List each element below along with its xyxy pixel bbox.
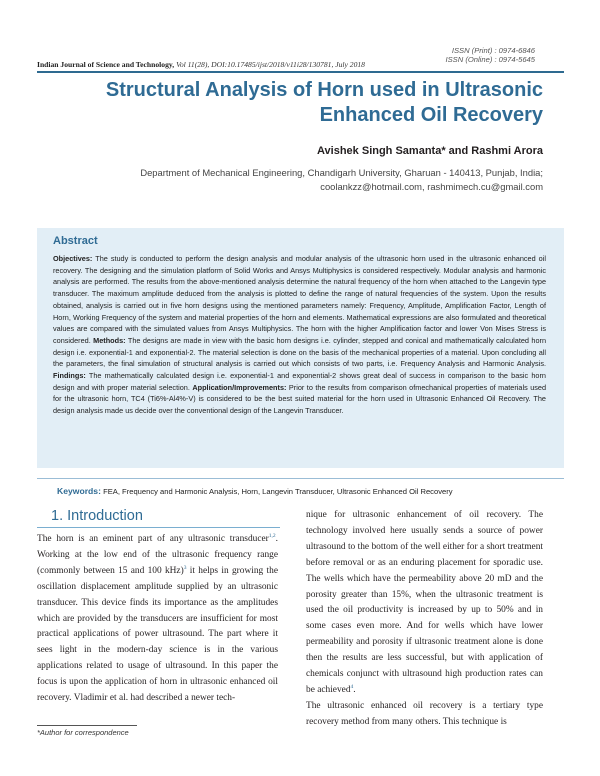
intro-text-e: . <box>353 684 356 695</box>
keywords <box>57 486 453 496</box>
abstract-heading: Abstract <box>53 235 98 247</box>
application-label: Application/Improvements: <box>192 382 287 392</box>
affiliation-emails: coolankzz@hotmail.com, rashmimech.cu@gmail.com <box>320 181 543 192</box>
objectives-label: Objectives: <box>53 254 93 263</box>
journal-citation <box>37 60 365 69</box>
methods-text: The designs are made in view with the basic horn designs i.e. cylinder, stepped and conical and mathematically calculated horn design i.e. exponential-1 and exponential-2. The material selection is done on the basis of the mechanical properties of a material. Upon concluding all the parameters, the final simulation of structural analysis is carried out which consists of two parts, i.e. Frequency Analysis and Harmonic Analysis. <box>53 335 546 369</box>
keywords-divider <box>37 478 564 479</box>
intro-text-b: . Working at the low end of the ultrasonic frequency range (commonly between 15 and 100 kHz) <box>37 534 278 576</box>
journal-name: Indian Journal of Science and Technology, <box>37 60 175 69</box>
application-text: Prior to the results from comparison ofmechanical properties of materials used for the ultrasonic horn, TC4 (Ti6%-Al4%-V) is considered to be the best suited material for the horn used in Ultrasonic Enhanced Oil Recovery. The design analysis made us decide over the conventional design of the Langevin Transducer. <box>53 382 547 416</box>
intro-paragraph <box>37 532 278 707</box>
paper-title: Structural Analysis of Horn used in Ultrasonic Enhanced Oil Recovery <box>105 79 543 126</box>
section-heading-introduction: 1. Introduction <box>51 508 143 524</box>
journal-details: Vol 11(28), DOI:10.17485/ijst/2018/v11i28/130781, July 2018 <box>176 60 365 69</box>
intro-right-column <box>306 508 543 731</box>
objectives-text: The study is conducted to perform the design analysis and modular analysis of the ultrasonic horn used in the ultrasonic enhanced oil recovery. The designing and the simulation platform of Solid Works and Ansys Multiphysics is considered respectively. Modular analysis and harmonic analysis are performed. The results from the above-mentioned analysis determine the natural frequency of the horn when attached to the Langevin type transducer. The maximum amplitude deduced from the analysis is plotted to define the range of natural frequencies of the system. Upon the results obtained, analysis is carried out in five horn designs using the mentioned parameters namely: Frequency, Amplitude, Amplification Factor, Length of Horn, Working Frequency of the system and material properties of the horn and elements. Mathematical expressions are also formulated and theoretical values are compared with the simulated values from Ansys Multiphysics. The horn with the higher Amplification factor and lower Von Mises Stress is considered. <box>53 254 546 345</box>
header-divider <box>37 71 564 73</box>
keywords-label: Keywords: <box>57 486 101 496</box>
issn-online: ISSN (Online) : 0974-5645 <box>445 55 535 64</box>
reference-link[interactable]: 4 <box>350 683 354 690</box>
intro-paragraph-continued <box>306 508 543 699</box>
findings-text: The mathematically calculated design i.e. exponential-1 and exponential-2 shows great deal of success in comparison to the basic horn design and with proper material selection. <box>53 371 546 392</box>
reference-link[interactable]: 1,2 <box>268 532 276 539</box>
intro-text-c: it helps in growing the oscillation displacement amplitude supplied by an ultrasonic transducer. This device finds its importance as the amplitudes which are provided by the transducers are insufficient for most practical applications of power ultrasound. The part where it sees light in the modern-day science is in the various applications related to usage of ultrasound. In this paper the focus is upon the application of horn in ultrasonic enhanced oil recovery. Vladimir et al. had described a newer tech- <box>37 565 278 704</box>
abstract-body <box>53 253 546 417</box>
keywords-text: FEA, Frequency and Harmonic Analysis, Horn, Langevin Transducer, Ultrasonic Enhanced Oil Recovery <box>103 487 453 496</box>
intro-text-d: nique for ultrasonic enhancement of oil recovery. The technology involved here usually sends a source of power ultrasound to the bottom of the well either for a short treatment before removal or as an enduring placement for sporadic use. The wells which have the permeability above 20 mD and the porosity greater than 15%, when the ultrasonic treatment is used the oil productivity is increased by up to 50% and in some cases even more. And for wells which have lower permeability and porosity if ultrasonic treatment alone is done then the results are less successful, but with application of chemicals conjunct with ultrasound high production rates can be achieved <box>306 510 543 695</box>
intro-paragraph-2: The ultrasonic enhanced oil recovery is a tertiary type recovery method from many others. This technique is <box>306 700 543 727</box>
footnote-divider <box>37 725 137 726</box>
affiliation <box>103 166 543 194</box>
methods-label: Methods: <box>93 335 126 345</box>
issn-print: ISSN (Print) : 0974-6846 <box>451 46 535 55</box>
reference-link[interactable]: 3 <box>183 564 187 571</box>
footnote: *Author for correspondence <box>37 728 129 737</box>
issn-block <box>446 46 536 64</box>
intro-left-column <box>37 532 278 707</box>
section-heading-underline <box>37 527 280 528</box>
intro-text-a: The horn is an eminent part of any ultrasonic transducer <box>37 534 269 544</box>
authors: Avishek Singh Samanta* and Rashmi Arora <box>317 145 543 157</box>
affiliation-department: Department of Mechanical Engineering, Chandigarh University, Gharuan - 140413, Punjab, India; <box>140 167 543 178</box>
findings-label: Findings: <box>53 371 86 381</box>
